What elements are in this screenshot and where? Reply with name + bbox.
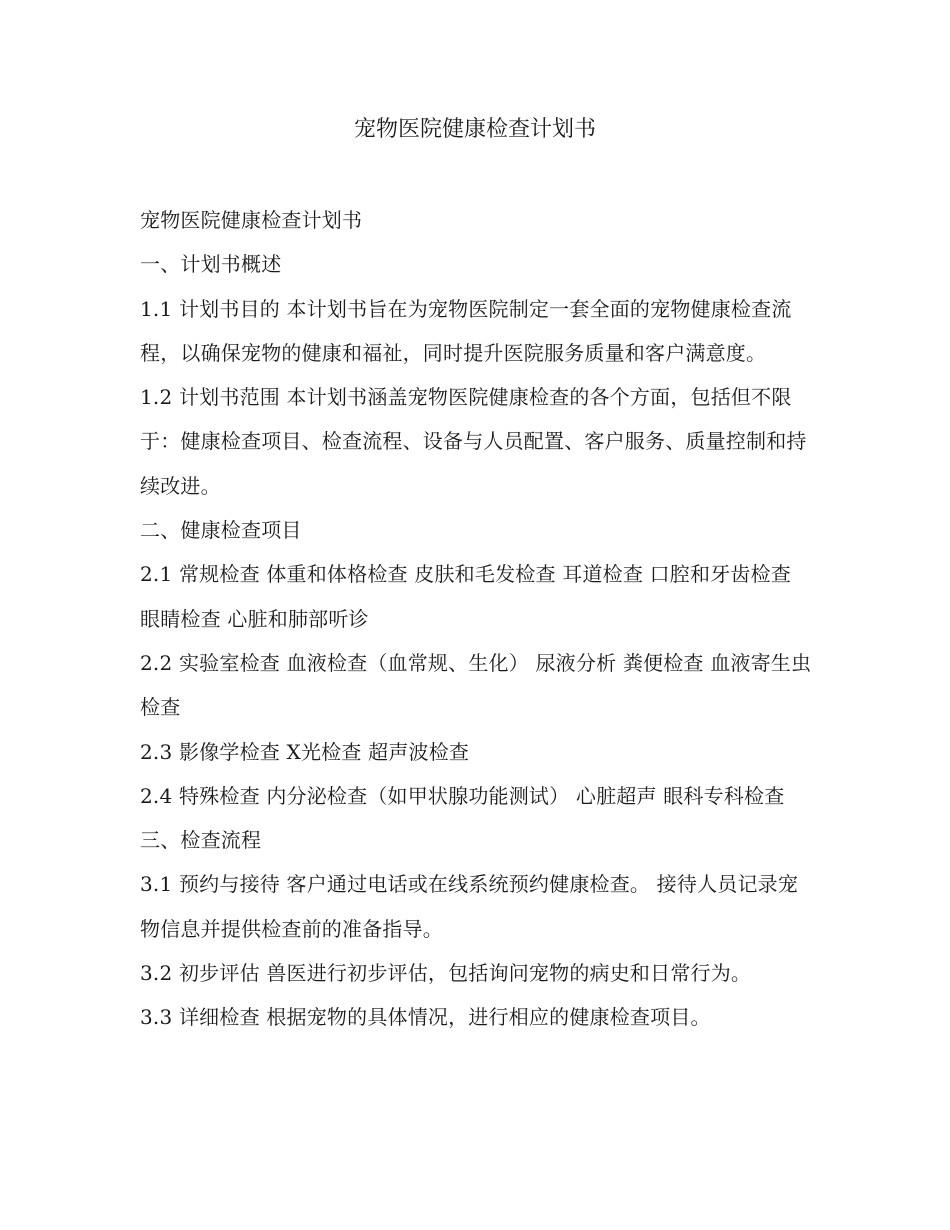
- paragraph-2-1: 2.1 常规检查 体重和体格检查 皮肤和毛发检查 耳道检查 口腔和牙齿检查 眼睛检查 心脏和肺部听诊: [140, 562, 791, 631]
- paragraph-2-4: 2.4 特殊检查 内分泌检查（如甲状腺功能测试） 心脏超声 眼科专科检查: [140, 783, 785, 808]
- document-body: [140, 198, 812, 1040]
- paragraph-3-2: 3.2 初步评估 兽医进行初步评估，包括询问宠物的病史和日常行为。: [140, 961, 752, 986]
- section-heading-checkup-items: 二、健康检查项目: [140, 518, 302, 543]
- page-title: 宠物医院健康检查计划书: [353, 117, 596, 142]
- paragraph-3-3: 3.3 详细检查 根据宠物的具体情况，进行相应的健康检查项目。: [140, 1005, 711, 1030]
- paragraph-3-1: 3.1 预约与接待 客户通过电话或在线系统预约健康检查。 接待人员记录宠物信息并提供检查前的准备指导。: [140, 872, 799, 941]
- paragraph-1-1: 1.1 计划书目的 本计划书旨在为宠物医院制定一套全面的宠物健康检查流程，以确保宠物的健康和福祉，同时提升医院服务质量和客户满意度。: [140, 296, 792, 365]
- subtitle-paragraph: 宠物医院健康检查计划书: [140, 208, 363, 232]
- section-heading-overview: 一、计划书概述: [140, 252, 282, 277]
- paragraph-2-3: 2.3 影像学检查 X光检查 超声波检查: [140, 739, 470, 764]
- paragraph-1-2: 1.2 计划书范围 本计划书涵盖宠物医院健康检查的各个方面，包括但不限于：健康检查项目、检查流程、设备与人员配置、客户服务、质量控制和持续改进。: [140, 385, 807, 498]
- paragraph-2-2: 2.2 实验室检查 血液检查（血常规、生化） 尿液分析 粪便检查 血液寄生虫检查: [140, 650, 812, 720]
- section-heading-process: 三、检查流程: [140, 828, 262, 853]
